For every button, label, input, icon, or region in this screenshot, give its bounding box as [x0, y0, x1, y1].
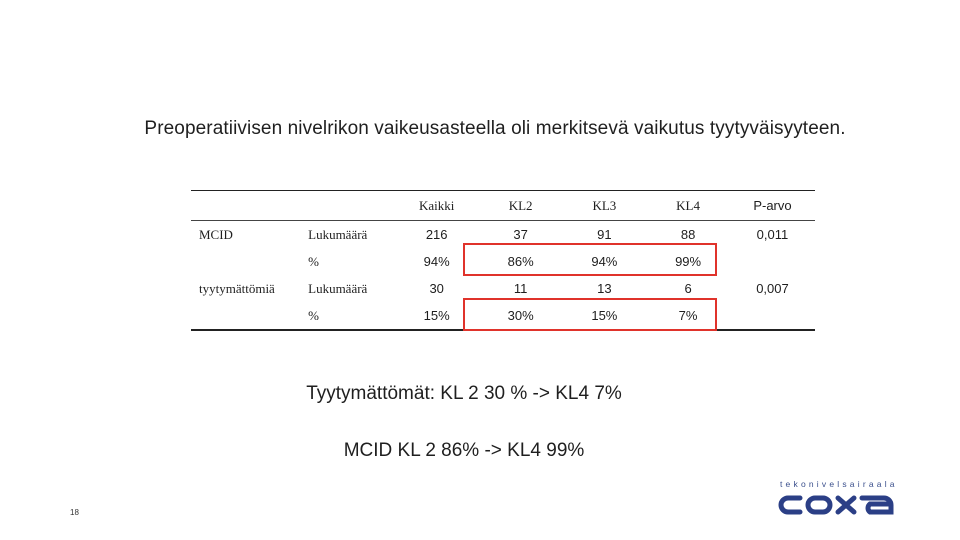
logo-letter-a	[862, 498, 891, 512]
logo-letter-o	[808, 498, 830, 512]
cell-kl3: 94%	[591, 254, 618, 269]
cell-p-value	[730, 302, 815, 330]
logo-tagline: tekonivelsairaala	[780, 479, 898, 489]
summary-dissatisfied: Tyytymättömät: KL 2 30 % -> KL4 7%	[306, 383, 622, 404]
header-cell-p-arvo: P-arvo	[753, 198, 792, 213]
cell-kl3: 15%	[591, 308, 618, 323]
cell-kl2: 30%	[507, 308, 534, 323]
cell-p-value: 0,007	[756, 281, 789, 296]
row-label: MCID	[199, 226, 233, 242]
row-sublabel: Lukumäärä	[308, 280, 368, 296]
cell-kl4: 99%	[675, 254, 702, 269]
table-header-row	[191, 191, 815, 221]
cell-kl3: 13	[597, 281, 612, 296]
header-cell-empty-1	[191, 191, 290, 221]
header-cell-empty-2	[290, 191, 394, 221]
row-label	[191, 302, 290, 330]
row-sublabel: %	[308, 253, 319, 269]
cell-kaikki: 15%	[423, 308, 450, 323]
cell-kl2: 86%	[507, 254, 534, 269]
cell-p-value	[730, 248, 815, 275]
logo-letter-c	[781, 498, 800, 512]
page-number: 18	[70, 508, 79, 517]
header-cell-kl4: KL4	[676, 197, 700, 213]
cell-kaikki: 216	[425, 227, 448, 242]
cell-kl4: 6	[684, 281, 692, 296]
header-cell-kaikki: Kaikki	[418, 197, 455, 213]
header-cell-kl3: KL3	[592, 197, 617, 213]
coxa-logo	[778, 494, 900, 521]
cell-kl2: 37	[513, 227, 528, 242]
cell-p-value: 0,011	[756, 227, 789, 242]
row-label: tyytymättömiä	[199, 280, 275, 296]
header-cell-kl2: KL2	[508, 197, 533, 213]
cell-kl3: 91	[597, 227, 612, 242]
cell-kaikki: 30	[429, 281, 444, 296]
summary-mcid: MCID KL 2 86% -> KL4 99%	[343, 440, 585, 461]
row-label	[191, 248, 290, 275]
row-sublabel: Lukumäärä	[308, 226, 368, 242]
coxa-logo-mark	[778, 494, 900, 516]
cell-kl4: 88	[680, 227, 696, 242]
cell-kl4: 7%	[678, 308, 698, 323]
cell-kaikki: 94%	[423, 254, 450, 269]
logo-letter-x	[838, 498, 854, 512]
highlight-box-mcid-percent	[463, 243, 717, 276]
highlight-box-dissatisfied-percent	[463, 298, 717, 331]
cell-kl2: 11	[513, 281, 528, 296]
row-sublabel: %	[308, 307, 319, 323]
slide-headline: Preoperatiivisen nivelrikon vaikeusasteella oli merkitsevä vaikutus tyytyväisyyteen.	[144, 118, 846, 139]
